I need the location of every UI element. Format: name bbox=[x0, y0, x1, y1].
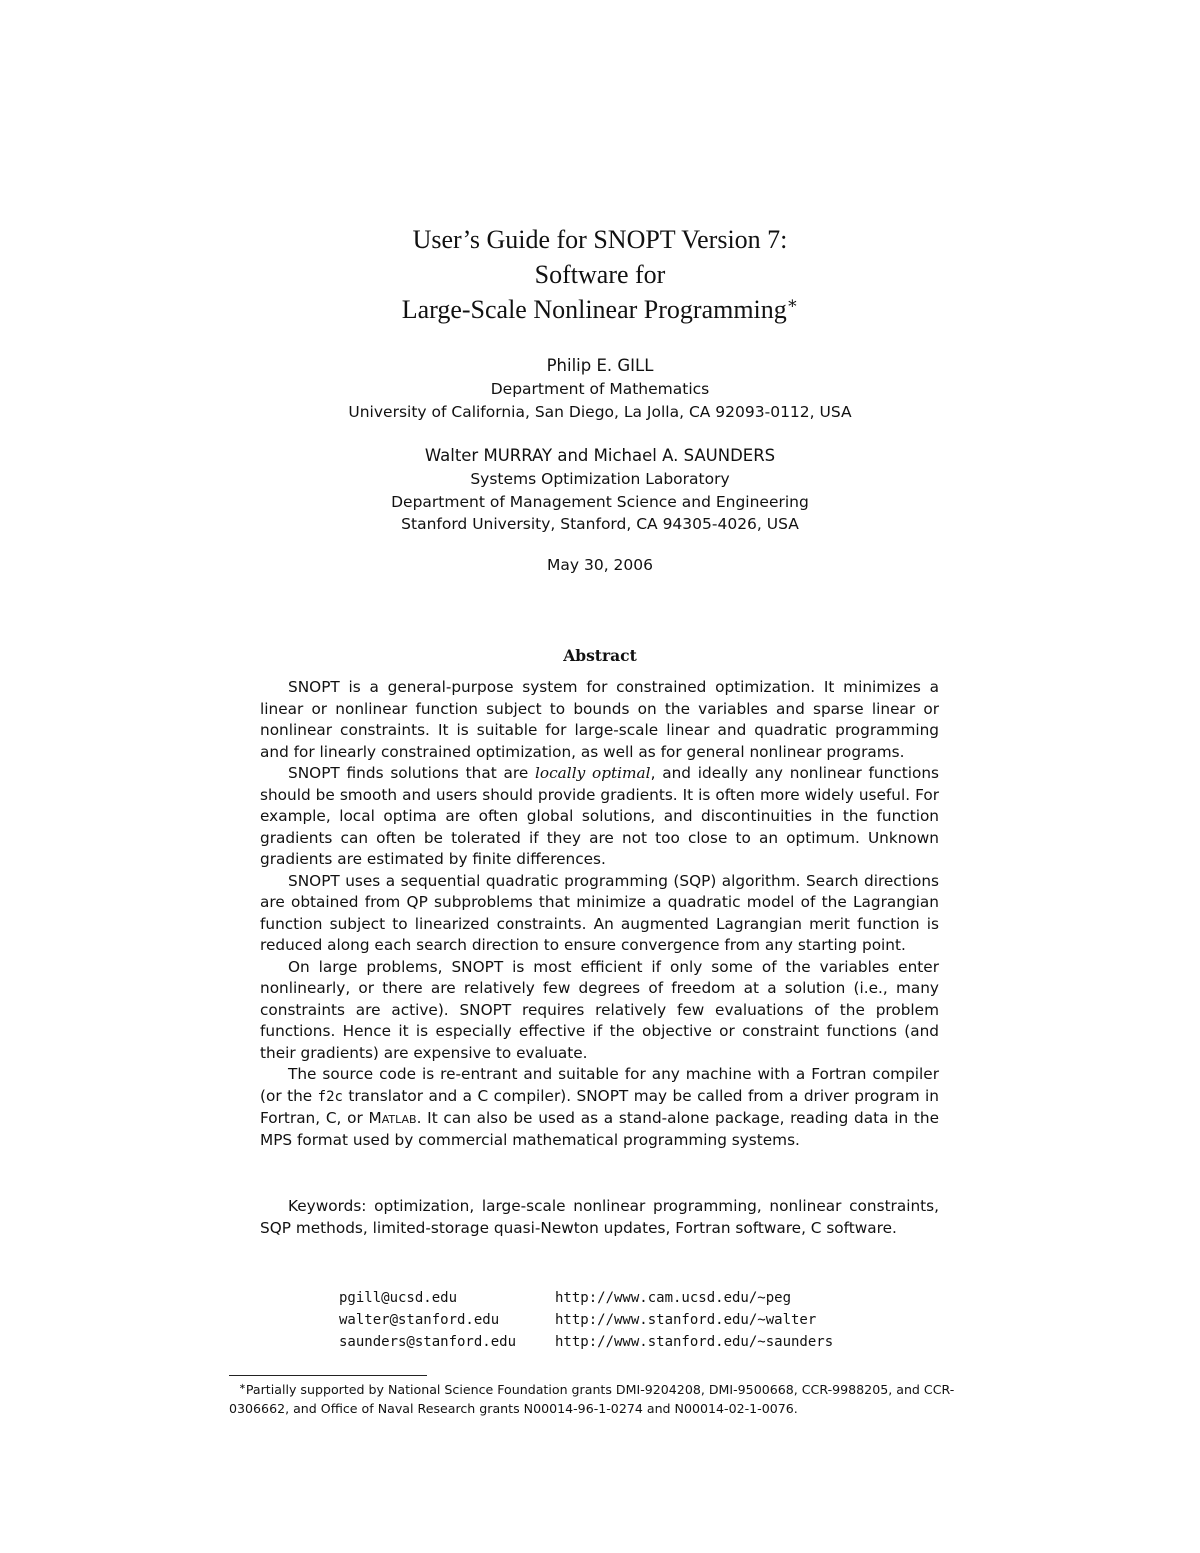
contact-url[interactable]: http://www.cam.ucsd.edu/~peg bbox=[555, 1290, 792, 1306]
footnote-rule bbox=[229, 1375, 427, 1376]
contact-table bbox=[339, 1287, 833, 1353]
author-affiliation-line: University of California, San Diego, La Jolla, CA 92093-0112, USA bbox=[348, 402, 852, 421]
abstract-paragraph-1: SNOPT is a general-purpose system for constrained optimization. It minimizes a linear or nonlinear function subject to bounds on the variables and sparse linear or nonlinear constraints. It is suitable for large-scale linear and quadratic programming and for linearly constrained optimization, as well as for general nonlinear programs. bbox=[260, 678, 939, 761]
matlab-name: Matlab bbox=[368, 1109, 417, 1127]
title-footnote-mark: ∗ bbox=[786, 293, 799, 313]
author-name: Philip E. GILL bbox=[546, 356, 654, 375]
author-affiliation-line: Department of Mathematics bbox=[490, 380, 710, 398]
contact-row bbox=[339, 1309, 833, 1331]
document-date: May 30, 2006 bbox=[547, 556, 653, 574]
abstract-p5-text: . It can also be used as a stand-alone package, reading data in the MPS format used by commercial mathematical programming systems. bbox=[260, 1109, 939, 1149]
title-line-3 bbox=[0, 292, 1200, 327]
contact-url[interactable]: http://www.stanford.edu/~saunders bbox=[555, 1334, 834, 1350]
footnote-mark: ∗ bbox=[239, 1380, 246, 1391]
author-affiliation-line: Department of Management Science and Engineering bbox=[391, 492, 809, 511]
contact-url[interactable]: http://www.stanford.edu/~walter bbox=[555, 1312, 817, 1328]
contact-row bbox=[339, 1331, 833, 1353]
author-block-1 bbox=[0, 353, 1200, 423]
abstract-heading: Abstract bbox=[563, 646, 637, 665]
footnote bbox=[229, 1380, 994, 1418]
abstract-p5-text: translator and a C compiler). SNOPT may be called from a driver program in Fortran, C, or bbox=[260, 1086, 939, 1127]
author-affiliation-line: Stanford University, Stanford, CA 94305-4026, USA bbox=[401, 515, 799, 533]
abstract-body bbox=[260, 677, 939, 1151]
abstract-paragraph-5 bbox=[260, 1064, 939, 1151]
title-line-1: User’s Guide for SNOPT Version 7: bbox=[412, 225, 788, 254]
author-block-2 bbox=[0, 443, 1200, 536]
abstract-p5-text: The source code is re-entrant and suitable for any machine with a Fortran compiler (or the bbox=[260, 1065, 939, 1105]
abstract-p2-text: SNOPT finds solutions that are bbox=[288, 764, 536, 782]
author-affiliation-line: Systems Optimization Laboratory bbox=[470, 470, 730, 488]
contact-email[interactable]: walter@stanford.edu bbox=[339, 1312, 500, 1328]
abstract-p2-emphasis: locally optimal bbox=[535, 764, 651, 782]
contact-email[interactable]: pgill@ucsd.edu bbox=[339, 1290, 458, 1306]
abstract-paragraph-3: SNOPT uses a sequential quadratic programming (SQP) algorithm. Search directions are obtained from QP subproblems that minimize a quadratic model of the Lagrangian function subject to linearized constraints. An augmented Lagrangian merit function is reduced along each search direction to ensure convergence from any starting point. bbox=[260, 871, 939, 954]
keywords: Keywords: optimization, large-scale nonlinear programming, nonlinear constraints, SQP methods, limited-storage quasi-Newton updates, Fortran software, C software. bbox=[260, 1197, 939, 1237]
abstract-p2-text: , and ideally any nonlinear functions should be smooth and users should provide gradients. It is often more widely useful. For example, local optima are often global solutions, and discontinuities in the function gradients can often be tolerated if they are not too close to an optimum. Unknown gradients are estimated by finite differences. bbox=[260, 764, 939, 868]
abstract-paragraph-2 bbox=[260, 763, 939, 871]
document-title bbox=[0, 222, 1200, 327]
f2c-code: f2c bbox=[317, 1088, 343, 1105]
footnote-text: Partially supported by National Science Foundation grants DMI-9204208, DMI-9500668, CCR-9988205, and CCR-0306662, and Office of Naval Research grants N00014-96-1-0274 and N00014-02-1-0076. bbox=[229, 1382, 955, 1416]
contact-row bbox=[339, 1287, 833, 1309]
author-name: Walter MURRAY and Michael A. SAUNDERS bbox=[424, 446, 776, 465]
contact-email[interactable]: saunders@stanford.edu bbox=[339, 1334, 517, 1350]
abstract-paragraph-4: On large problems, SNOPT is most efficient if only some of the variables enter nonlinearly, or there are relatively few degrees of freedom at a solution (i.e., many constraints are active). SNOPT requires relatively few evaluations of the problem functions. Hence it is especially effective if the objective or constraint functions (and their gradients) are expensive to evaluate. bbox=[260, 957, 939, 1062]
title-line-3-text: Large-Scale Nonlinear Programming bbox=[401, 295, 787, 324]
title-line-2: Software for bbox=[534, 260, 666, 289]
